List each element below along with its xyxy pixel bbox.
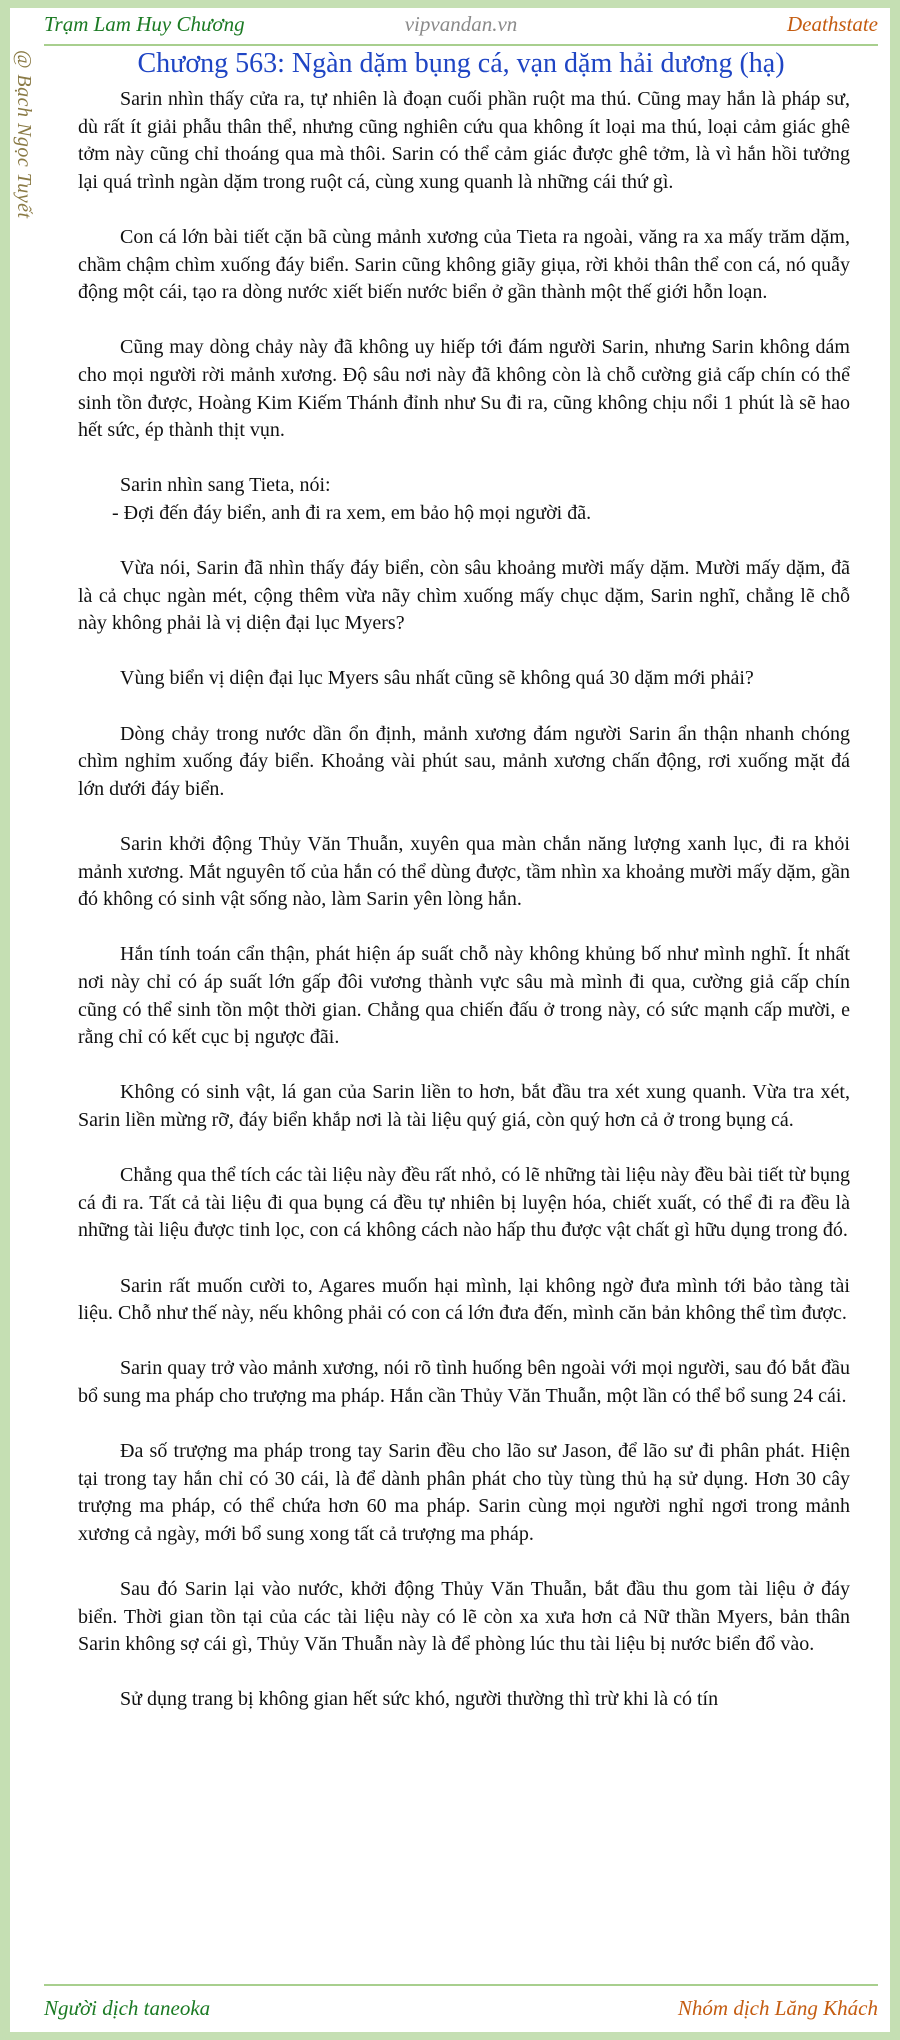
- paragraph: Cũng may dòng chảy này đã không uy hiếp tới đám người Sarin, nhưng Sarin không dám cho mọi người rời mảnh xương. Độ sâu nơi này đã không còn là chỗ cường giả cấp chín có thể sinh tồn được, Hoàng Kim Kiếm Thánh đỉnh như Su đi ra, cũng không chịu nổi 1 phút là sẽ hao hết sức, ép thành thịt vụn.: [78, 336, 850, 442]
- paragraph: Vừa nói, Sarin đã nhìn thấy đáy biển, còn sâu khoảng mười mấy dặm. Mười mấy dặm, đã là cả chục ngàn mét, cộng thêm vừa nãy chìm xuống mấy chục dặm, Sarin nghĩ, chẳng lẽ chỗ này không phải là vị diện đại lục Myers?: [78, 557, 850, 635]
- site-name: Trạm Lam Huy Chương: [44, 12, 245, 36]
- side-credit: @ Bạch Ngọc Tuyết: [13, 50, 35, 219]
- book-title: Deathstate: [787, 12, 878, 36]
- paragraph: Vùng biển vị diện đại lục Myers sâu nhất cũng sẽ không quá 30 dặm mới phải?: [120, 667, 754, 690]
- paragraph: Sarin nhìn thấy cửa ra, tự nhiên là đoạn cuối phần ruột ma thú. Cũng may hắn là pháp sư, dù rất ít giải phẫu thân thể, nhưng cũng nghiên cứu qua không ít loại ma thú, loại cảm giác ghê tởm này cũng chỉ thoáng qua mà thôi. Sarin có thể cảm giác được ghê tởm, là vì hắn hồi tưởng lại quá trình ngàn dặm trong ruột cá, cùng xung quanh là những cái thứ gì.: [78, 88, 850, 193]
- paragraph: Chẳng qua thể tích các tài liệu này đều rất nhỏ, có lẽ những tài liệu này đều bài tiết từ bụng cá đi ra. Tất cả tài liệu đi qua bụng cá đều tự nhiên bị luyện hóa, chiết xuất, có thể đi ra đều là những tài liệu được tinh lọc, con cá không cách nào hấp thu được vật chất gì hữu dụng trong đó.: [78, 1164, 850, 1242]
- paragraph: Đa số trượng ma pháp trong tay Sarin đều cho lão sư Jason, để lão sư đi phân phát. Hiện tại trong tay hắn chỉ có 30 cái, là để dành phân phát cho tùy tùng thủ hạ sử dụng. Hơn 30 cây trượng ma pháp, có thể chứa hơn 60 ma pháp. Sarin cùng mọi người nghỉ ngơi trong mảnh xương cả ngày, mới bổ sung xong tất cả trượng ma pháp.: [78, 1440, 850, 1545]
- chapter-title: Chương 563: Ngàn dặm bụng cá, vạn dặm hải dương (hạ): [137, 48, 785, 79]
- dialogue-line: - Đợi đến đáy biển, anh đi ra xem, em bảo hộ mọi người đã.: [112, 501, 592, 524]
- paragraph: Hắn tính toán cẩn thận, phát hiện áp suất chỗ này không khủng bố như mình nghĩ. Ít nhất nơi này chỉ có áp suất lớn gấp đôi vương thành vực sâu mà mình đi qua, cường giả cấp chín cũng có thể sinh tồn một thời gian. Chẳng qua chiến đấu ở trong này, có sức mạnh cấp mười, e rằng chỉ có kết cục bị ngược đãi.: [78, 943, 850, 1049]
- paragraph: Sarin khởi động Thủy Văn Thuẫn, xuyên qua màn chắn năng lượng xanh lục, đi ra khỏi mảnh xương. Mắt nguyên tố của hắn có thể dùng được, tầm nhìn xa khoảng mười mấy dặm, gần đó không có sinh vật sống nào, làm Sarin yên lòng hắn.: [78, 833, 850, 911]
- paragraph: Không có sinh vật, lá gan của Sarin liền to hơn, bắt đầu tra xét xung quanh. Vừa tra xét, Sarin liền mừng rỡ, đáy biển khắp nơi là tài liệu quý giá, còn quý hơn cả ở trong bụng cá.: [78, 1081, 850, 1131]
- dialogue-paragraph: [78, 472, 850, 527]
- chapter-content: [78, 86, 850, 1976]
- paragraph: Dòng chảy trong nước dần ổn định, mảnh xương đám người Sarin ẩn thận nhanh chóng chìm nghỉm xuống đáy biển. Khoảng vài phút sau, mảnh xương chấn động, rơi xuống mặt đá lớn dưới đáy biển.: [78, 722, 850, 800]
- paragraph: Sarin rất muốn cười to, Agares muốn hại mình, lại không ngờ đưa mình tới bảo tàng tài liệu. Chỗ như thế này, nếu không phải có con cá lớn đưa đến, mình căn bản không thể tìm được.: [78, 1274, 850, 1325]
- group-credit: Nhóm dịch Lăng Khách: [677, 1996, 878, 2020]
- paragraph: Sau đó Sarin lại vào nước, khởi động Thủy Văn Thuẫn, bắt đầu thu gom tài liệu ở đáy biển. Thời gian tồn tại của các tài liệu này có lẽ còn xa xưa hơn cả Nữ thần Myers, bản thân Sarin không sợ cái gì, Thủy Văn Thuẫn này là để phòng lúc thu tài liệu bị nước biển đổ vào.: [78, 1578, 850, 1656]
- page-header: [44, 8, 878, 44]
- translator-credit: Người dịch taneoka: [44, 1996, 211, 2020]
- paragraph: Sarin quay trở vào mảnh xương, nói rõ tình huống bên ngoài với mọi người, sau đó bắt đầu bổ sung ma pháp cho trượng ma pháp. Hắn cần Thủy Văn Thuẫn, một lần có thể bổ sung 24 cái.: [78, 1357, 850, 1407]
- header-divider: [44, 44, 878, 46]
- dialogue-line: Sarin nhìn sang Tieta, nói:: [120, 474, 331, 497]
- page-footer: [44, 1994, 878, 2026]
- paragraph: Sử dụng trang bị không gian hết sức khó, người thường thì trừ khi là có tín: [120, 1688, 719, 1711]
- paragraph: Con cá lớn bài tiết cặn bã cùng mảnh xương của Tieta ra ngoài, văng ra xa mấy trăm dặm, chầm chậm chìm xuống đáy biển. Sarin cũng không giãy giụa, rời khỏi thân thể con cá, nó quẫy động một cái, tạo ra dòng nước xiết biến nước biển ở gần thành một thế giới hỗn loạn.: [78, 225, 850, 304]
- site-url: vipvandan.vn: [404, 12, 518, 36]
- footer-divider: [44, 1984, 878, 1986]
